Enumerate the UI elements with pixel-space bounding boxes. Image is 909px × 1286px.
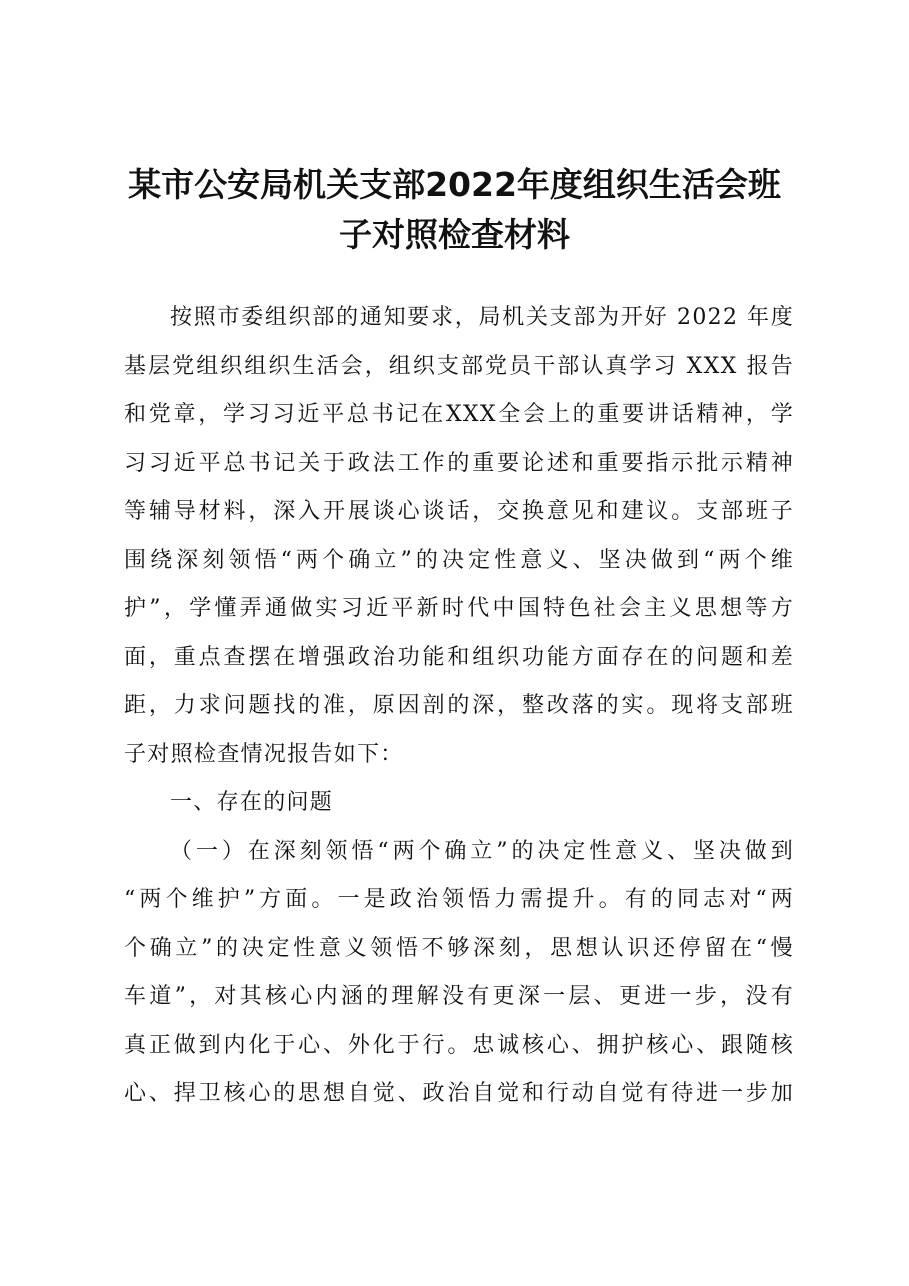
text-line: 车道”，对其核心内涵的理解没有更深一层、更进一步，没有 (124, 984, 794, 1009)
text-line: 按照市委组织部的通知要求，局机关支部为开好 2022 年度 (170, 305, 794, 330)
text-line: 距，力求问题找的准，原因剖的深，整改落的实。现将支部班 (124, 693, 794, 718)
text-line: 面，重点查摆在增强政治功能和组织功能方面存在的问题和差 (124, 644, 794, 670)
text-line: 子对照检查情况报告如下： (124, 741, 404, 767)
text-line: 等辅导材料，深入开展谈心谈话，交换意见和建议。支部班子 (124, 499, 794, 524)
intro-paragraph (124, 294, 794, 779)
text-line: 基层党组织组织生活会，组织支部党员干部认真学习 XXX 报告 (124, 353, 794, 379)
document-body (124, 294, 794, 1119)
text-line: 习习近平总书记关于政法工作的重要论述和重要指示批示精神 (124, 450, 794, 476)
text-line: 护”，学懂弄通做实习近平新时代中国特色社会主义思想等方 (124, 596, 794, 621)
text-line: 个确立”的决定性意义领悟不够深刻，思想认识还停留在“慢 (124, 935, 794, 961)
title-line-2: 子对照检查材料 (339, 215, 570, 254)
text-line: 真正做到内化于心、外化于行。忠诚核心、拥护核心、跟随核 (124, 1032, 794, 1058)
text-line: 围绕深刻领悟“两个确立”的决定性意义、坚决做到“两个维 (124, 547, 794, 573)
issues-paragraph (124, 828, 794, 1119)
section-heading: 一、存在的问题 (170, 790, 334, 815)
title-line-1: 某市公安局机关支部2022年度组织生活会班 (128, 165, 781, 204)
text-line: “两个维护”方面。一是政治领悟力需提升。有的同志对“两 (124, 887, 794, 912)
text-line: 和党章，学习习近平总书记在XXX全会上的重要讲话精神，学 (124, 402, 794, 427)
text-line: 心、捍卫核心的思想自觉、政治自觉和行动自觉有待进一步加 (124, 1081, 794, 1106)
text-line: （一）在深刻领悟“两个确立”的决定性意义、坚决做到 (170, 838, 794, 864)
document-title (100, 160, 809, 260)
